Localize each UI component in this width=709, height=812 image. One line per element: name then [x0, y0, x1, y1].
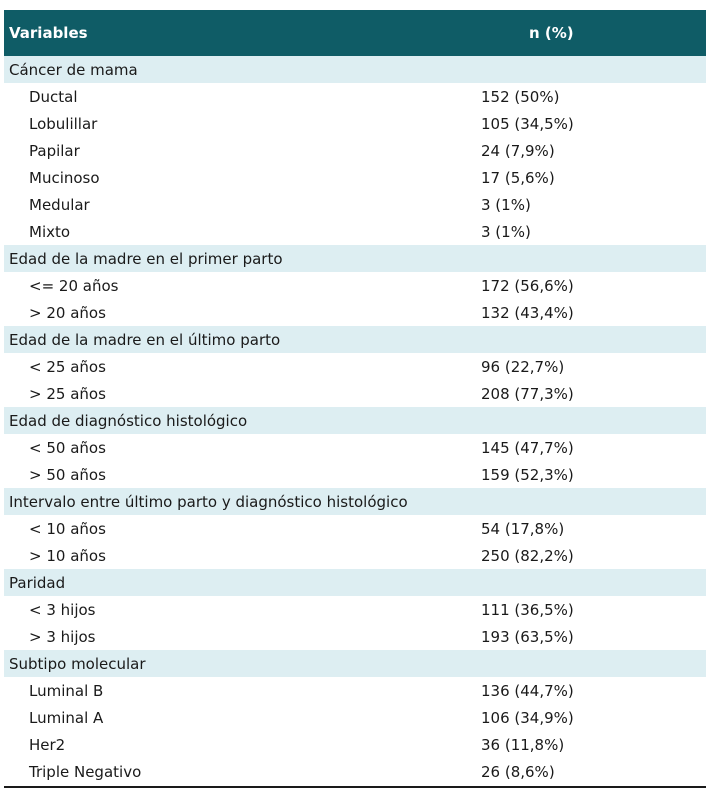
row-label: > 50 años	[29, 465, 106, 484]
table-row	[4, 758, 706, 785]
row-label: > 3 hijos	[29, 627, 96, 646]
row-value: 36 (11,8%)	[481, 735, 565, 754]
row-label: > 25 años	[29, 384, 106, 403]
row-value: 111 (36,5%)	[481, 600, 574, 619]
row-label: Triple Negativo	[29, 762, 142, 781]
row-value: 106 (34,9%)	[481, 708, 574, 727]
table-row	[4, 110, 706, 137]
table-row	[4, 461, 706, 488]
group-header-row: Subtipo molecular	[4, 650, 706, 677]
group-header-row: Intervalo entre último parto y diagnóstico histológico	[4, 488, 706, 515]
row-label: Medular	[29, 195, 90, 214]
row-value: 105 (34,5%)	[481, 114, 574, 133]
row-label: Mucinoso	[29, 168, 100, 187]
table-row	[4, 434, 706, 461]
row-label: Her2	[29, 735, 66, 754]
row-value: 17 (5,6%)	[481, 168, 555, 187]
row-label: > 10 años	[29, 546, 106, 565]
group-header-row: Cáncer de mama	[4, 56, 706, 83]
table-row	[4, 677, 706, 704]
row-value: 24 (7,9%)	[481, 141, 555, 160]
table-row	[4, 191, 706, 218]
row-value: 250 (82,2%)	[481, 546, 574, 565]
row-value: 159 (52,3%)	[481, 465, 574, 484]
table-row	[4, 83, 706, 110]
group-header-row: Edad de diagnóstico histológico	[4, 407, 706, 434]
row-label: < 25 años	[29, 357, 106, 376]
row-value: 136 (44,7%)	[481, 681, 574, 700]
row-label: < 10 años	[29, 519, 106, 538]
row-value: 132 (43,4%)	[481, 303, 574, 322]
row-label: <= 20 años	[29, 276, 119, 295]
row-value: 172 (56,6%)	[481, 276, 574, 295]
row-value: 96 (22,7%)	[481, 357, 565, 376]
header-variables: Variables	[9, 24, 88, 42]
table-row	[4, 623, 706, 650]
table-row	[4, 272, 706, 299]
table-row	[4, 380, 706, 407]
row-value: 3 (1%)	[481, 195, 531, 214]
table-body	[4, 56, 706, 785]
row-value: 208 (77,3%)	[481, 384, 574, 403]
row-label: Luminal A	[29, 708, 104, 727]
row-value: 145 (47,7%)	[481, 438, 574, 457]
table-row	[4, 596, 706, 623]
row-label: < 3 hijos	[29, 600, 96, 619]
row-value: 193 (63,5%)	[481, 627, 574, 646]
row-value: 3 (1%)	[481, 222, 531, 241]
table-row	[4, 731, 706, 758]
table-row	[4, 164, 706, 191]
group-header-row: Edad de la madre en el primer parto	[4, 245, 706, 272]
table-row	[4, 542, 706, 569]
data-table	[4, 10, 706, 788]
table-header	[4, 10, 706, 56]
row-label: < 50 años	[29, 438, 106, 457]
row-label: > 20 años	[29, 303, 106, 322]
table-row	[4, 515, 706, 542]
row-value: 54 (17,8%)	[481, 519, 565, 538]
row-value: 152 (50%)	[481, 87, 560, 106]
row-label: Mixto	[29, 222, 71, 241]
row-label: Lobulillar	[29, 114, 98, 133]
table-row	[4, 704, 706, 731]
row-label: Luminal B	[29, 681, 104, 700]
group-header-row: Edad de la madre en el último parto	[4, 326, 706, 353]
row-label: Ductal	[29, 87, 78, 106]
table-row	[4, 218, 706, 245]
table-bottom-rule	[4, 786, 706, 788]
row-label: Papilar	[29, 141, 80, 160]
group-header-row: Paridad	[4, 569, 706, 596]
row-value: 26 (8,6%)	[481, 762, 555, 781]
table-row	[4, 137, 706, 164]
table-row	[4, 353, 706, 380]
table-row	[4, 299, 706, 326]
header-value: n (%)	[529, 24, 574, 42]
